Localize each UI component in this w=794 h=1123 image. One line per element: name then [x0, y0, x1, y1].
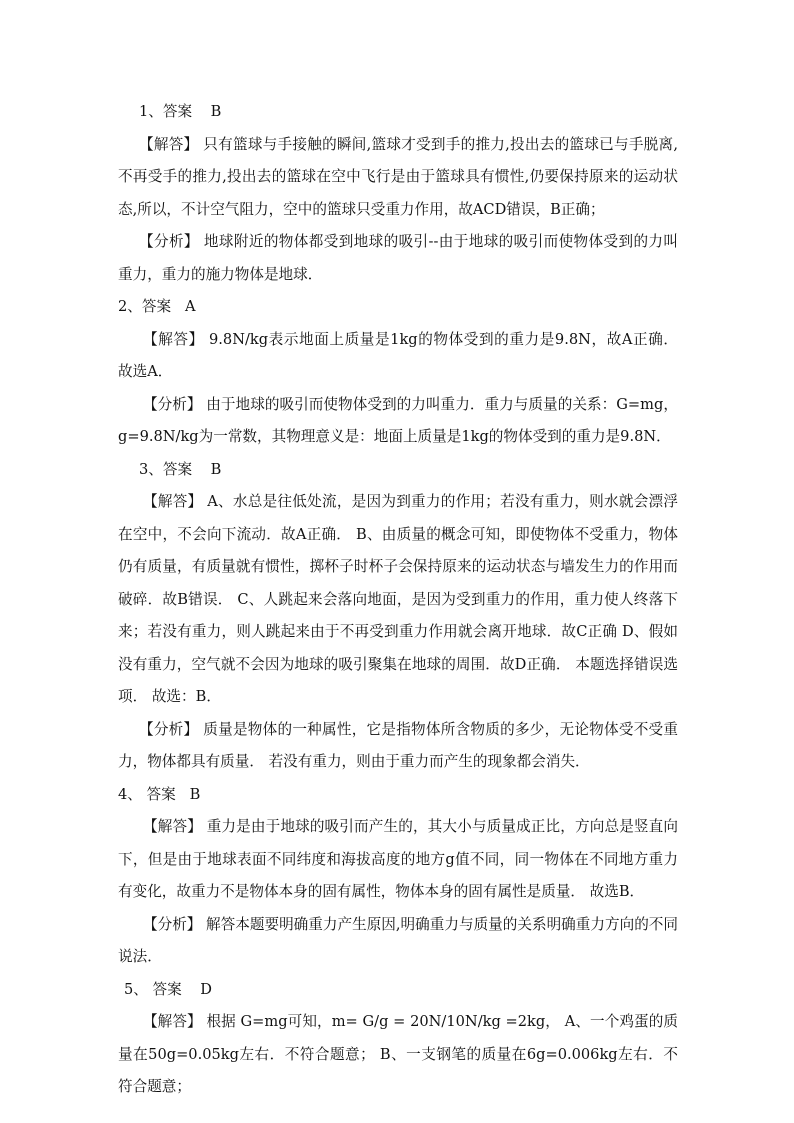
answer-line-3: 3、答案 B: [139, 460, 222, 478]
solution-3: 【解答】 A、水总是往低处流，是因为到重力的作用；若没有重力，则水就会漂浮在空中，不会向下流动．故A正确． B、由质量的概念可知，即使物体不受重力，物体仍有质量，有质量就有惯性，掷杯子时杯子会保持原来的运动状态与墙发生力的作用而破碎．故B错误． C、人跳起来会落向地面，是因为受到重力的作用，重力使人终落下来；若没有重力，则人跳起来由于不再受到重力作用就会离开地球．故C正确 D、假如没有重力，空气就不会因为地球的吸引聚集在地球的周围．故D正确． 本题选择错误选项． 故选：B．: [118, 493, 678, 705]
solution-2: 【解答】 9.8N/kg表示地面上质量是1kg的物体受到的重力是9.8N，故A正确． 故选A．: [118, 330, 678, 380]
solution-1: 【解答】 只有篮球与手接触的瞬间,篮球才受到手的推力,投出去的篮球已与手脱离,不再受手的推力,投出去的篮球在空中飞行是由于篮球具有惯性,仍要保持原来的运动状态,所以，不计空气阻力，空中的篮球只受重力作用，故ACD错误，B正确；: [118, 135, 678, 218]
analysis-1: 【分析】 地球附近的物体都受到地球的吸引--由于地球的吸引而使物体受到的力叫重力，重力的施力物体是地球．: [118, 233, 678, 283]
solution-4: 【解答】 重力是由于地球的吸引而产生的，其大小与质量成正比，方向总是竖直向下，但是由于地球表面不同纬度和海拔高度的地方g值不同，同一物体在不同地方重力有变化，故重力不是物体本身的固有属性，物体本身的固有属性是质量． 故选B．: [118, 818, 678, 900]
answer-key-content: [118, 96, 678, 1104]
analysis-3: 【分析】 质量是物体的一种属性，它是指物体所含物质的多少，无论物体受不受重力，物体都具有质量． 若没有重力，则由于重力而产生的现象都会消失．: [118, 720, 678, 770]
answer-line-5: 5、 答案 D: [124, 980, 212, 998]
solution-5: 【解答】 根据 G=mg可知，m= G/g = 20N/10N/kg =2kg， A、一个鸡蛋的质量在50g=0.05kg左右．不符合题意； B、一支钢笔的质量在6g=0.006kg左右．不符合题意；: [118, 1013, 678, 1095]
analysis-2: 【分析】 由于地球的吸引而使物体受到的力叫重力．重力与质量的关系：G=mg，g=9.8N/kg为一常数，其物理意义是：地面上质量是1kg的物体受到的重力是9.8N．: [118, 395, 678, 445]
answer-line-4: 4、 答案 B: [118, 785, 201, 803]
answer-line-2: 2、答案 A: [118, 298, 196, 315]
answer-line-1: 1、答案 B: [139, 103, 222, 120]
analysis-4: 【分析】 解答本题要明确重力产生原因,明确重力与质量的关系明确重力方向的不同说法．: [118, 915, 678, 965]
